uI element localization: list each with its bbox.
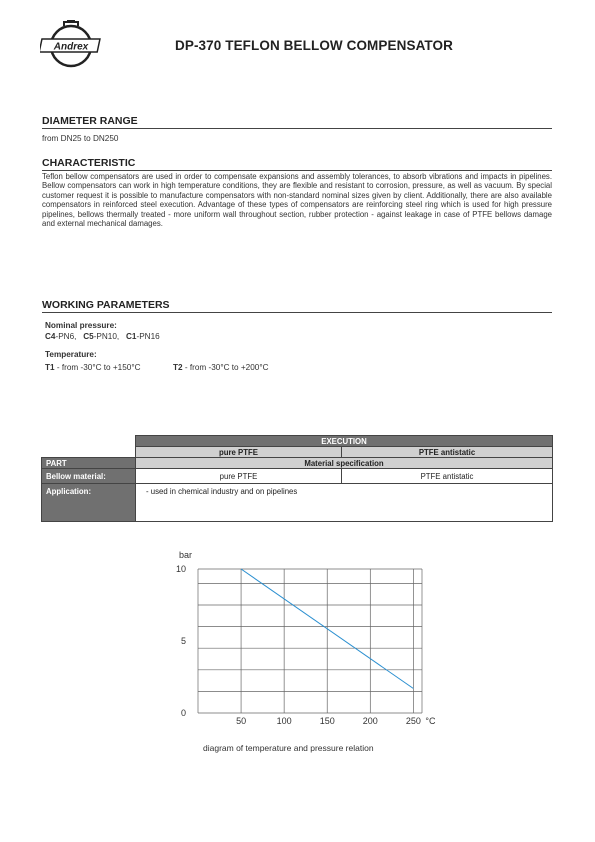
table-cell: pure PTFE: [136, 469, 342, 484]
pressure-value: -PN16: [136, 332, 160, 341]
working-parameters-heading: WORKING PARAMETERS: [42, 299, 170, 311]
row-label: Application:: [42, 484, 136, 522]
table-row: [42, 484, 553, 522]
y-tick-label: 0: [180, 708, 186, 718]
temperature-code: T2: [173, 363, 183, 372]
pressure-value: -PN10,: [93, 332, 120, 341]
table-cell: - used in chemical industry and on pipelines: [136, 484, 553, 522]
col-header-ptfe-antistatic: PTFE antistatic: [342, 447, 553, 458]
execution-table: [41, 435, 553, 522]
y-tick-label: 10: [175, 564, 186, 574]
table-row: [42, 469, 553, 484]
temperature-t2: [173, 363, 269, 372]
chart-caption: diagram of temperature and pressure relation: [203, 743, 374, 753]
x-axis-unit: °C: [425, 716, 436, 726]
y-tick-label: 5: [180, 636, 186, 646]
pressure-code: C1: [126, 332, 137, 341]
part-header: PART: [42, 458, 136, 469]
nominal-pressure-label: Nominal pressure:: [45, 321, 117, 330]
table-row: [42, 458, 553, 469]
section-divider: [42, 170, 552, 171]
x-tick-label: 250: [405, 716, 421, 726]
table-row: [42, 447, 553, 458]
pressure-value: -PN6,: [55, 332, 77, 341]
temperature-value: - from -30°C to +150°C: [54, 363, 141, 372]
characteristic-text: Teflon bellow compensators are used in order to compensate expansions and assembly tolerances, to absorb vibrations and impacts in pipelines. Bellow compensators can work in high temperature conditions, they are flexible and resistant to corrosion, pressure, as well as vacuum. By special customer request it is possible to manufacture compensators with non-standard nominal sizes given by client. Additionally, there are also available compensators in reinforced steel execution. Advantage of these types of compensators are reinforcing steel ring which is used for high pressure pipelines, bellows thermally treated - more uniform wall throughout section, rubber protection - against leakage in case of PTFE bellows damage and external mechanical damages.: [42, 172, 552, 229]
empty-corner: [42, 447, 136, 458]
diameter-range-heading: DIAMETER RANGE: [42, 115, 138, 127]
section-divider: [42, 128, 552, 129]
x-tick-label: 150: [319, 716, 335, 726]
page-title: DP-370 TEFLON BELLOW COMPENSATOR: [175, 38, 453, 53]
nominal-pressure-values: [45, 332, 160, 341]
temperature-value: - from -30°C to +200°C: [182, 363, 269, 372]
andrex-logo: [40, 20, 102, 70]
execution-header: EXECUTION: [136, 436, 553, 447]
col-header-pure-ptfe: pure PTFE: [136, 447, 342, 458]
section-divider: [42, 312, 552, 313]
diameter-range-text: from DN25 to DN250: [42, 134, 119, 143]
temperature-pressure-chart: [170, 545, 450, 730]
table-cell: PTFE antistatic: [342, 469, 553, 484]
svg-text:Andrex: Andrex: [53, 41, 89, 53]
characteristic-heading: CHARACTERISTIC: [42, 157, 136, 169]
x-tick-label: 200: [362, 716, 378, 726]
material-spec-header: Material specification: [136, 458, 553, 469]
table-row: [42, 436, 553, 447]
pressure-code: C4: [45, 332, 56, 341]
x-tick-label: 100: [276, 716, 292, 726]
pressure-code: C5: [83, 332, 94, 341]
y-axis-label: bar: [179, 550, 193, 560]
temperature-code: T1: [45, 363, 55, 372]
temperature-label: Temperature:: [45, 350, 97, 359]
empty-corner: [42, 436, 136, 447]
row-label: Bellow material:: [42, 469, 136, 484]
temperature-t1: [45, 363, 141, 372]
x-tick-label: 50: [236, 716, 247, 726]
